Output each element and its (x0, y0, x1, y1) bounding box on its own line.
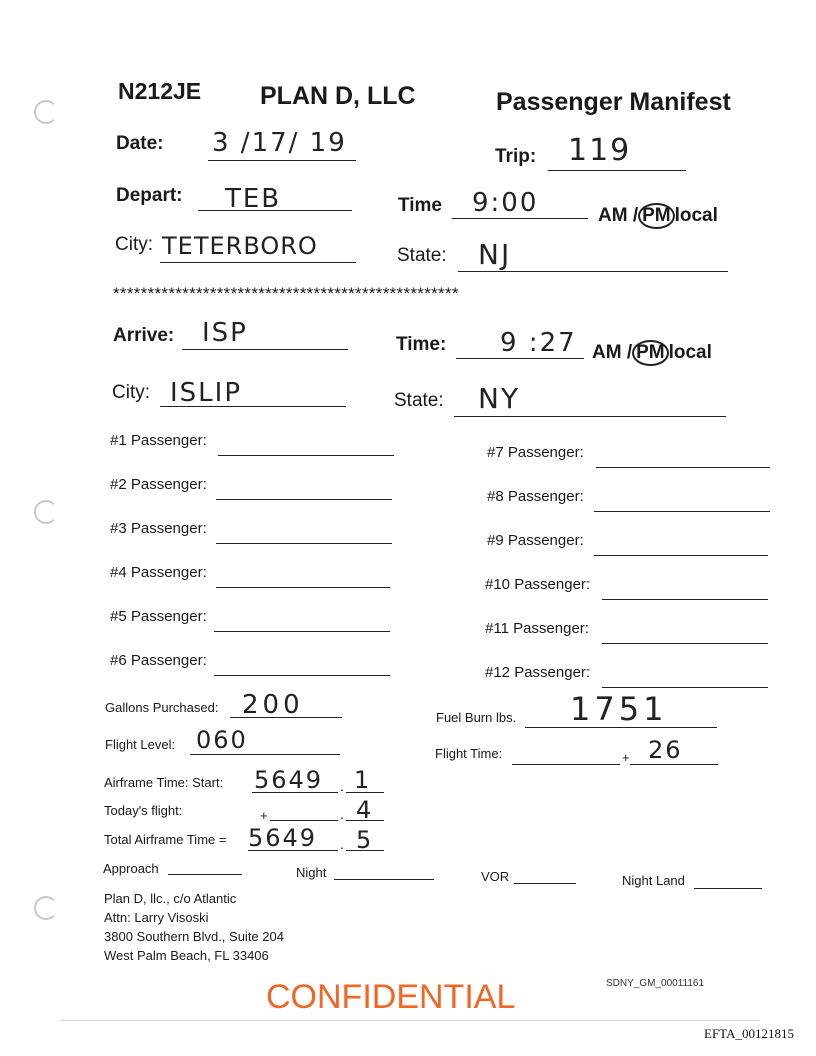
arrive-state-value: NY (478, 382, 521, 415)
depart-time-line (452, 218, 588, 219)
airframe-start-label: Airframe Time: Start: (104, 775, 224, 790)
company-name: PLAN D, LLC (260, 82, 416, 110)
flight-time-value: 26 (648, 736, 683, 764)
arrive-ampm: AM / PM local (592, 340, 712, 366)
date-line (208, 160, 356, 161)
total-airframe-tenths: 5 (356, 826, 374, 854)
bates-number: SDNY_GM_00011161 (606, 978, 705, 989)
gallons-label: Gallons Purchased: (105, 700, 219, 715)
airframe-start-dot: . (340, 778, 344, 794)
efta-number: EFTA_00121815 (704, 1026, 794, 1041)
passenger-line (602, 643, 768, 644)
punch-hole (34, 100, 58, 124)
depart-label: Depart: (116, 185, 183, 206)
total-airframe-tenths-line (346, 850, 384, 851)
passenger-row: #1 Passenger: (110, 432, 207, 449)
airframe-start-line (252, 792, 338, 793)
passenger-row: #10 Passenger: (485, 576, 591, 593)
arrive-state-line (454, 416, 726, 417)
trip-value: 119 (568, 133, 632, 168)
night-land-line (694, 888, 762, 889)
approach-label: Approach (103, 861, 159, 876)
fuel-burn-label: Fuel Burn lbs. (436, 710, 517, 725)
passenger-row: #11 Passenger: (485, 620, 589, 637)
depart-time-label: Time (398, 195, 443, 216)
depart-city-line (160, 262, 356, 263)
punch-hole (34, 896, 58, 920)
flight-time-plus: + (622, 750, 630, 765)
address-line: 3800 Southern Blvd., Suite 204 (104, 929, 284, 944)
passenger-row: #4 Passenger: (110, 564, 207, 581)
depart-city-label: City: (115, 234, 153, 255)
airframe-start-tenths-line (346, 792, 384, 793)
depart-state-line (458, 271, 728, 272)
flight-level-line (190, 754, 340, 755)
depart-city-value: TETERBORO (162, 232, 318, 260)
page-edge (60, 1020, 760, 1021)
todays-flight-plus: + (260, 808, 268, 823)
tail-number: N212JE (118, 78, 202, 104)
arrive-value: ISP (202, 318, 248, 348)
flight-time-line-2 (630, 764, 718, 765)
arrive-city-value: ISLIP (170, 378, 243, 408)
passenger-row: #6 Passenger: (110, 652, 207, 669)
passenger-line (214, 675, 390, 676)
passenger-line (216, 499, 392, 500)
vor-label: VOR (481, 869, 510, 884)
passenger-row: #3 Passenger: (110, 520, 207, 537)
flight-level-label: Flight Level: (105, 737, 176, 752)
trip-label: Trip: (495, 146, 537, 167)
depart-state-label: State: (397, 245, 447, 266)
gallons-line (230, 717, 342, 718)
address-line: West Palm Beach, FL 33406 (104, 948, 269, 963)
arrive-time-label: Time: (396, 334, 447, 355)
todays-flight-line (270, 820, 338, 821)
todays-flight-tenths-line (346, 820, 384, 821)
vor-line (514, 883, 576, 884)
airframe-start-tenths: 1 (354, 766, 372, 794)
flight-time-label: Flight Time: (435, 746, 503, 761)
passenger-line (214, 631, 390, 632)
arrive-state-label: State: (394, 390, 444, 411)
passenger-line (216, 543, 392, 544)
total-airframe-dot: . (340, 836, 344, 852)
date-label: Date: (116, 133, 164, 154)
passenger-line (216, 587, 390, 588)
flight-level-value: 060 (196, 726, 248, 754)
address-block (104, 889, 284, 965)
depart-time-value: 9:00 (472, 188, 539, 218)
passenger-row: #9 Passenger: (487, 532, 584, 549)
depart-line (198, 210, 352, 211)
date-value: 3 /17/ 19 (212, 128, 347, 158)
arrive-label: Arrive: (113, 325, 175, 346)
todays-flight-label: Today's flight: (104, 803, 183, 818)
address-line: Plan D, llc., c/o Atlantic (104, 891, 237, 906)
confidential-stamp: CONFIDENTIAL (266, 978, 516, 1016)
airframe-start-value: 5649 (254, 766, 324, 794)
passenger-line (218, 455, 394, 456)
address-line: Attn: Larry Visoski (104, 910, 209, 925)
depart-state-value: NJ (478, 238, 512, 271)
pm-circle: PM (638, 203, 675, 229)
arrive-city-line (160, 406, 346, 407)
separator-stars: ************************************************** (113, 284, 459, 303)
todays-flight-value: 4 (356, 796, 374, 824)
arrive-time-line (456, 358, 584, 359)
passenger-line (602, 687, 768, 688)
passenger-row: #5 Passenger: (110, 608, 207, 625)
fuel-burn-value: 1751 (570, 690, 668, 728)
depart-ampm: AM / PM local (598, 203, 718, 229)
fuel-burn-line (525, 727, 717, 728)
trip-line (548, 170, 686, 171)
page-title: Passenger Manifest (496, 88, 731, 116)
arrive-time-value: 9 :27 (500, 328, 577, 358)
arrive-line (182, 349, 348, 350)
passenger-line (594, 511, 770, 512)
passenger-line (594, 555, 768, 556)
passenger-line (602, 599, 768, 600)
night-land-label: Night Land (622, 873, 685, 888)
punch-hole (34, 500, 58, 524)
night-line (334, 879, 434, 880)
passenger-row: #2 Passenger: (110, 476, 207, 493)
passenger-row: #8 Passenger: (487, 488, 584, 505)
flight-time-line (512, 764, 620, 765)
pm-circle: PM (632, 340, 669, 366)
arrive-city-label: City: (112, 382, 150, 403)
depart-value: TEB (225, 184, 282, 214)
total-airframe-line (248, 850, 338, 851)
night-label: Night (296, 865, 327, 880)
passenger-line (596, 467, 770, 468)
passenger-row: #7 Passenger: (487, 444, 584, 461)
total-airframe-label: Total Airframe Time = (104, 832, 227, 847)
todays-flight-dot: . (340, 806, 344, 822)
total-airframe-value: 5649 (248, 824, 318, 852)
gallons-value: 200 (242, 690, 304, 720)
passenger-row: #12 Passenger: (485, 664, 591, 681)
approach-line (168, 874, 242, 875)
